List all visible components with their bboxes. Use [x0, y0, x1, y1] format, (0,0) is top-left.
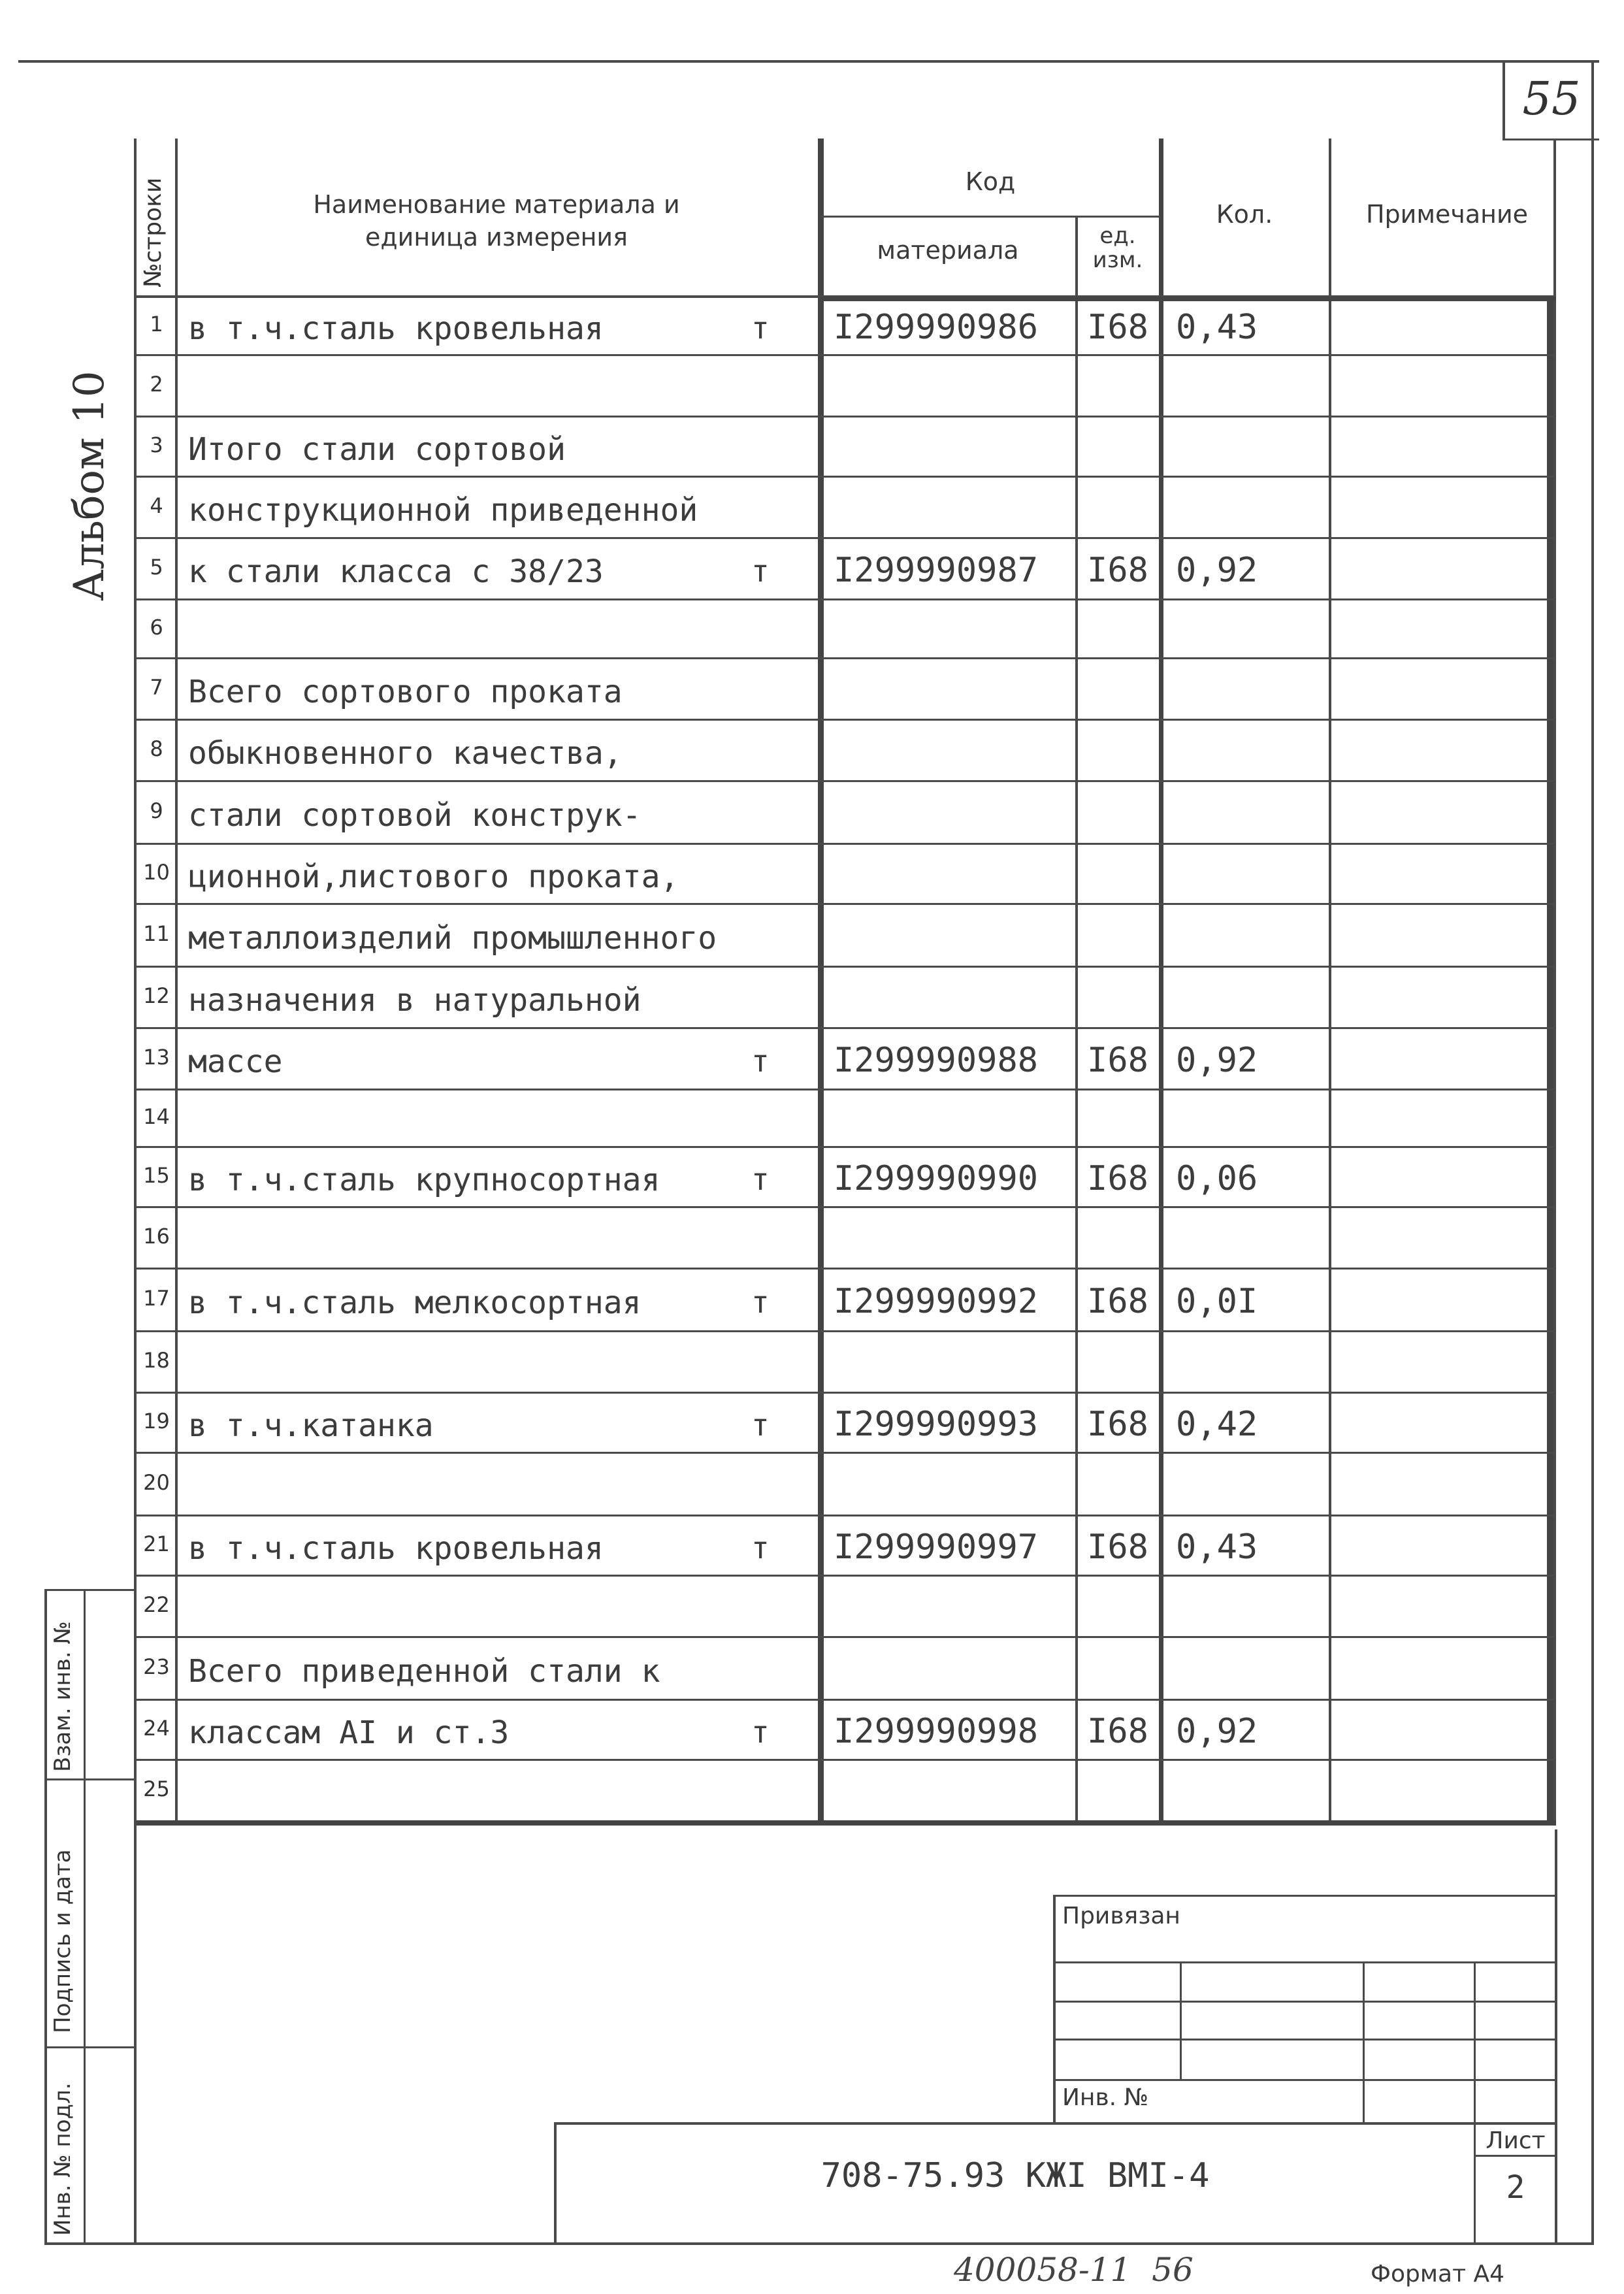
- page-number-box-bottom: [1502, 139, 1599, 140]
- material-code: I299990992: [834, 1282, 1039, 1321]
- material-name: стали сортовой конструк-: [188, 797, 641, 834]
- side-label-inv-podl: Инв. № подл.: [50, 2082, 76, 2236]
- header-unit-line2: изм.: [1092, 247, 1143, 273]
- table-row: [137, 1452, 1556, 1515]
- table-row: [137, 1330, 1556, 1392]
- quantity: 0,92: [1176, 551, 1258, 590]
- material-name: металлоизделий промышленного: [188, 920, 717, 957]
- table-row: [137, 903, 1556, 966]
- header-name-line1: Наименование материала и: [313, 190, 680, 219]
- row-number: 20: [143, 1470, 170, 1495]
- row-number: 6: [150, 615, 163, 640]
- unit-code: I68: [1087, 1159, 1148, 1198]
- table-row: [137, 1268, 1556, 1330]
- unit-code: I68: [1087, 308, 1148, 347]
- unit-symbol: т: [751, 1530, 770, 1565]
- stamp-col-line-2: [1363, 1961, 1365, 2123]
- row-number: 7: [150, 675, 163, 700]
- side-label-vzam: Взам. инв. №: [50, 1621, 76, 1772]
- row-number: 14: [143, 1104, 170, 1129]
- stamp-row-line-4: [1053, 2079, 1556, 2081]
- unit-symbol: т: [751, 1162, 770, 1197]
- document-code: 708-75.93 КЖI ВМI-4: [820, 2156, 1210, 2195]
- material-name: в т.ч.сталь мелкосортная: [188, 1285, 641, 1321]
- table-row: [137, 1515, 1556, 1575]
- material-name: Всего сортового проката: [188, 674, 623, 710]
- table-row: [137, 719, 1556, 780]
- row-number: 13: [143, 1045, 170, 1070]
- material-name: в т.ч.катанка: [188, 1407, 434, 1444]
- stamp-col-line-1: [1180, 1961, 1182, 2080]
- material-code: I299990998: [834, 1712, 1039, 1751]
- unit-symbol: т: [751, 310, 770, 346]
- side-block-inner: [84, 1589, 86, 2245]
- header-code-split: [820, 216, 1160, 218]
- header-note: Примечание: [1365, 200, 1529, 229]
- table-row: [137, 1575, 1556, 1636]
- quantity: 0,42: [1176, 1405, 1258, 1444]
- quantity: 0,92: [1176, 1712, 1258, 1751]
- stamp-upper-top: [1053, 1895, 1556, 1897]
- row-number: 11: [143, 921, 170, 946]
- stamp-row-line-2: [1053, 2001, 1556, 2003]
- side-block-sep1: [44, 1778, 137, 1780]
- material-name: в т.ч.сталь крупносортная: [188, 1162, 660, 1198]
- quantity: 0,43: [1176, 1528, 1258, 1567]
- material-name: Итого стали сортовой: [188, 431, 566, 468]
- stamp-row-line-3: [1053, 2039, 1556, 2040]
- side-block-sep2: [44, 2046, 137, 2048]
- stamp-upper-left: [1053, 1895, 1056, 2123]
- table-row: [137, 1089, 1556, 1146]
- table-row: [137, 1759, 1556, 1820]
- stamp-sheet-label: Лист: [1486, 2127, 1546, 2154]
- table-row: [137, 1027, 1556, 1089]
- row-number: 10: [143, 860, 170, 885]
- table-row: [137, 1636, 1556, 1699]
- material-name: классам АI и ст.3: [188, 1714, 510, 1751]
- material-name: Всего приведенной стали к: [188, 1653, 660, 1690]
- table-row: [137, 1699, 1556, 1759]
- side-block-top: [44, 1589, 137, 1591]
- frame-right-line: [1591, 63, 1594, 2245]
- table-row: [137, 354, 1556, 416]
- table-row: [137, 598, 1556, 657]
- material-name: назначения в натуральной: [188, 982, 641, 1019]
- unit-code: I68: [1087, 1528, 1148, 1567]
- unit-code: I68: [1087, 1712, 1148, 1751]
- quantity: 0,0I: [1176, 1282, 1258, 1321]
- quantity: 0,92: [1176, 1041, 1258, 1080]
- row-number: 16: [143, 1224, 170, 1249]
- row-number: 1: [150, 312, 163, 336]
- row-number: 18: [143, 1348, 170, 1373]
- stamp-sheet-number: 2: [1506, 2169, 1525, 2206]
- header-unit-line1: ед.: [1099, 223, 1136, 249]
- row-number: 23: [143, 1654, 170, 1679]
- table-row: [137, 780, 1556, 843]
- row-number: 9: [150, 798, 163, 823]
- unit-symbol: т: [751, 1714, 770, 1750]
- stamp-privyazan: Привязан: [1062, 1903, 1180, 1929]
- row-number: 5: [150, 555, 163, 580]
- material-name: конструкционной приведенной: [188, 492, 698, 529]
- album-label: Альбом 10: [65, 370, 114, 601]
- row-number: 17: [143, 1286, 170, 1311]
- material-code: I299990993: [834, 1405, 1039, 1444]
- table-row: [137, 416, 1556, 476]
- header-qty: Кол.: [1216, 200, 1273, 229]
- material-name: в т.ч.сталь кровельная: [188, 1530, 604, 1567]
- material-name: к стали класса с 38/23: [188, 553, 604, 590]
- unit-symbol: т: [751, 1285, 770, 1320]
- material-name: массе: [188, 1043, 283, 1080]
- quantity: 0,06: [1176, 1159, 1258, 1198]
- format-label: Формат А4: [1371, 2261, 1505, 2287]
- row-number: 8: [150, 736, 163, 761]
- row-line-25: [137, 1820, 1556, 1826]
- handwritten-archive-number: 400058-11 56: [954, 2251, 1194, 2289]
- stamp-sheet-sep: [1474, 2155, 1556, 2157]
- row-number: 19: [143, 1409, 170, 1434]
- unit-symbol: т: [751, 553, 770, 589]
- table-row: [137, 1206, 1556, 1268]
- page-number-box-left: [1502, 63, 1505, 140]
- unit-code: I68: [1087, 551, 1148, 590]
- header-row-number: №строки: [140, 177, 167, 287]
- table-row: [137, 476, 1556, 537]
- table-row: [137, 843, 1556, 903]
- frame-bottom-line: [44, 2242, 1594, 2245]
- table-row: [137, 1392, 1556, 1452]
- table-row: [137, 1146, 1556, 1206]
- row-number: 24: [143, 1716, 170, 1741]
- unit-code: I68: [1087, 1041, 1148, 1080]
- material-name: в т.ч.сталь кровельная: [188, 310, 604, 347]
- header-material: материала: [877, 236, 1019, 265]
- table-row: [137, 537, 1556, 598]
- side-label-podpis: Подпись и дата: [50, 1849, 76, 2033]
- table-row: [137, 966, 1556, 1027]
- material-name: обыкновенного качества,: [188, 735, 623, 772]
- row-number: 15: [143, 1163, 170, 1188]
- material-code: I299990986: [834, 308, 1039, 347]
- stamp-row-line-1: [1053, 1961, 1556, 1963]
- row-number: 4: [150, 493, 163, 518]
- table-row: [137, 295, 1556, 354]
- material-code: I299990990: [834, 1159, 1039, 1198]
- row-number: 3: [150, 433, 163, 457]
- side-block-outer-left: [44, 1589, 47, 2245]
- stamp-main-top: [554, 2122, 1556, 2125]
- material-code: I299990988: [834, 1041, 1039, 1080]
- material-name: ционной,листового проката,: [188, 859, 679, 895]
- row-number: 12: [143, 983, 170, 1008]
- row-number: 21: [143, 1532, 170, 1556]
- material-code: I299990987: [834, 551, 1039, 590]
- quantity: 0,43: [1176, 308, 1258, 347]
- unit-code: I68: [1087, 1405, 1148, 1444]
- row-number: 22: [143, 1592, 170, 1617]
- header-name-line2: единица измерения: [365, 223, 628, 252]
- stamp-inv-no: Инв. №: [1062, 2084, 1149, 2111]
- page-number: 55: [1522, 72, 1581, 125]
- header-code: Код: [965, 167, 1016, 196]
- material-code: I299990997: [834, 1528, 1039, 1567]
- row-number: 25: [143, 1777, 170, 1801]
- unit-code: I68: [1087, 1282, 1148, 1321]
- unit-symbol: т: [751, 1407, 770, 1443]
- row-number: 2: [150, 372, 163, 397]
- top-border-line: [18, 60, 1599, 63]
- table-row: [137, 657, 1556, 719]
- unit-symbol: т: [751, 1043, 770, 1079]
